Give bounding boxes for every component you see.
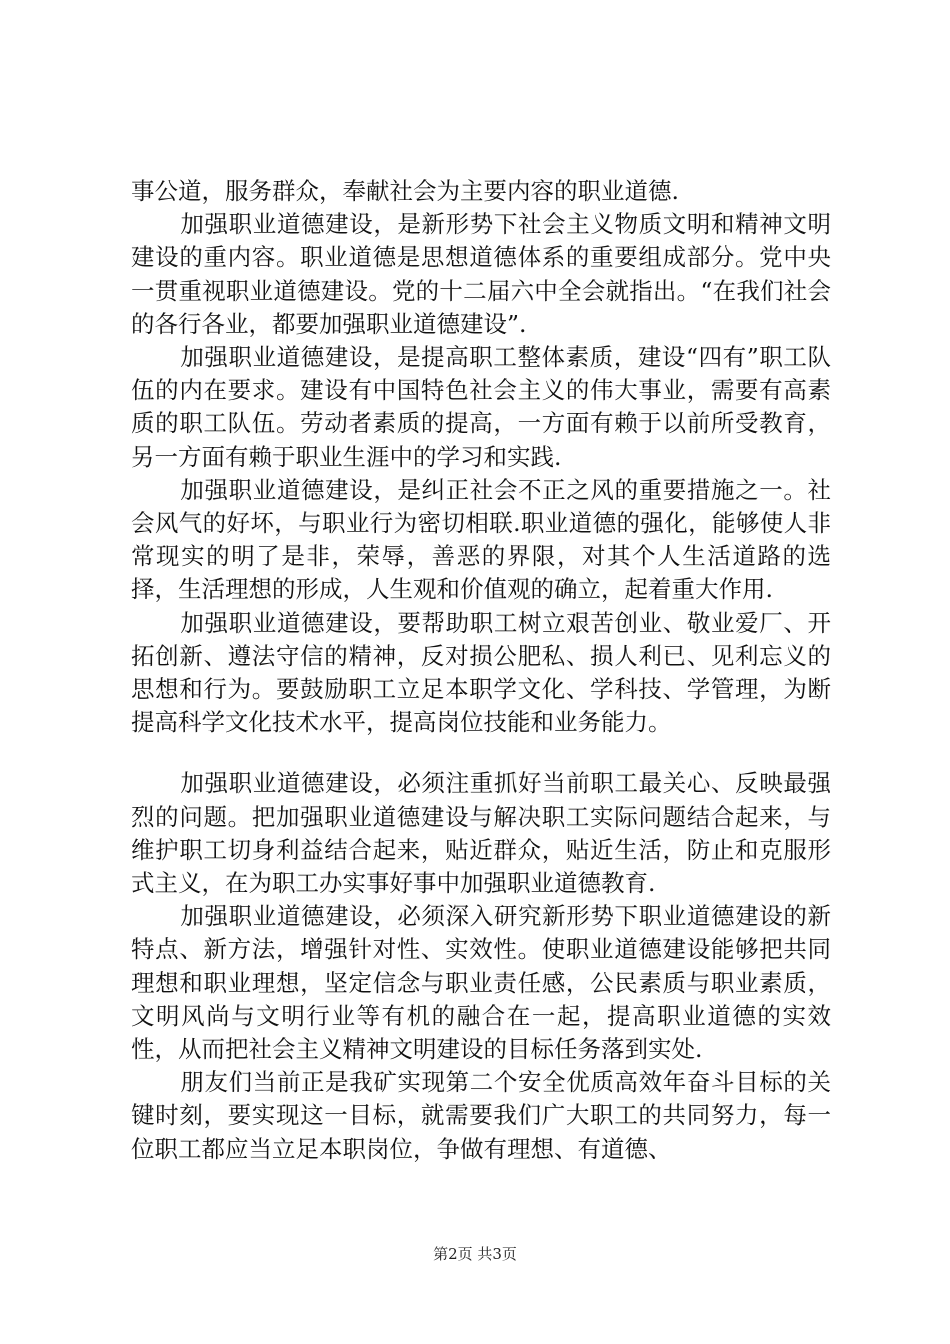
paragraph: 加强职业道德建设，是新形势下社会主义物质文明和精神文明建设的重内容。职业道德是思想道德体系的重要组成部分。党中央一贯重视职业道德建设。党的十二届六中全会就指出。“在我们社会的各行各业，都要加强职业道德建设”. bbox=[131, 210, 831, 338]
paragraph: 加强职业道德建设，是提高职工整体素质，建设“四有”职工队伍的内在要求。建设有中国特色社会主义的伟大事业，需要有高素质的职工队伍。劳动者素质的提高，一方面有赖于以前所受教育，另一方面有赖于职业生涯中的学习和实践. bbox=[131, 343, 831, 471]
page-number-footer: 第2页 共3页 bbox=[433, 1245, 517, 1263]
document-body bbox=[131, 175, 831, 1166]
paragraph: 朋友们当前正是我矿实现第二个安全优质高效年奋斗目标的关键时刻，要实现这一目标，就需要我们广大职工的共同努力，每一位职工都应当立足本职岗位，争做有理想、有道德、 bbox=[131, 1068, 831, 1163]
paragraph: 加强职业道德建设，是纠正社会不正之风的重要措施之一。社会风气的好坏，与职业行为密切相联.职业道德的强化，能够使人非常现实的明了是非，荣辱，善恶的界限，对其个人生活道路的选择，生活理想的形成，人生观和价值观的确立，起着重大作用. bbox=[131, 475, 831, 604]
paragraph: 加强职业道德建设，必须注重抓好当前职工最关心、反映最强烈的问题。把加强职业道德建设与解决职工实际问题结合起来，与维护职工切身利益结合起来，贴近群众，贴近生活，防止和克服形式主义，在为职工办实事好事中加强职业道德教育. bbox=[131, 769, 831, 898]
paragraph: 加强职业道德建设，必须深入研究新形势下职业道德建设的新特点、新方法，增强针对性、实效性。使职业道德建设能够把共同理想和职业理想，坚定信念与职业责任感，公民素质与职业素质，文明风尚与文明行业等有机的融合在一起，提高职业道德的实效性，从而把社会主义精神文明建设的目标任务落到实处. bbox=[131, 902, 831, 1064]
paragraph: 加强职业道德建设，要帮助职工树立艰苦创业、敬业爱厂、开拓创新、遵法守信的精神，反对损公肥私、损人利已、见利忘义的思想和行为。要鼓励职工立足本职学文化、学科技、学管理，为断提高科学文化技术水平，提高岗位技能和业务能力。 bbox=[131, 608, 831, 737]
paragraph-continuation: 事公道，服务群众，奉献社会为主要内容的职业道德. bbox=[131, 177, 679, 205]
